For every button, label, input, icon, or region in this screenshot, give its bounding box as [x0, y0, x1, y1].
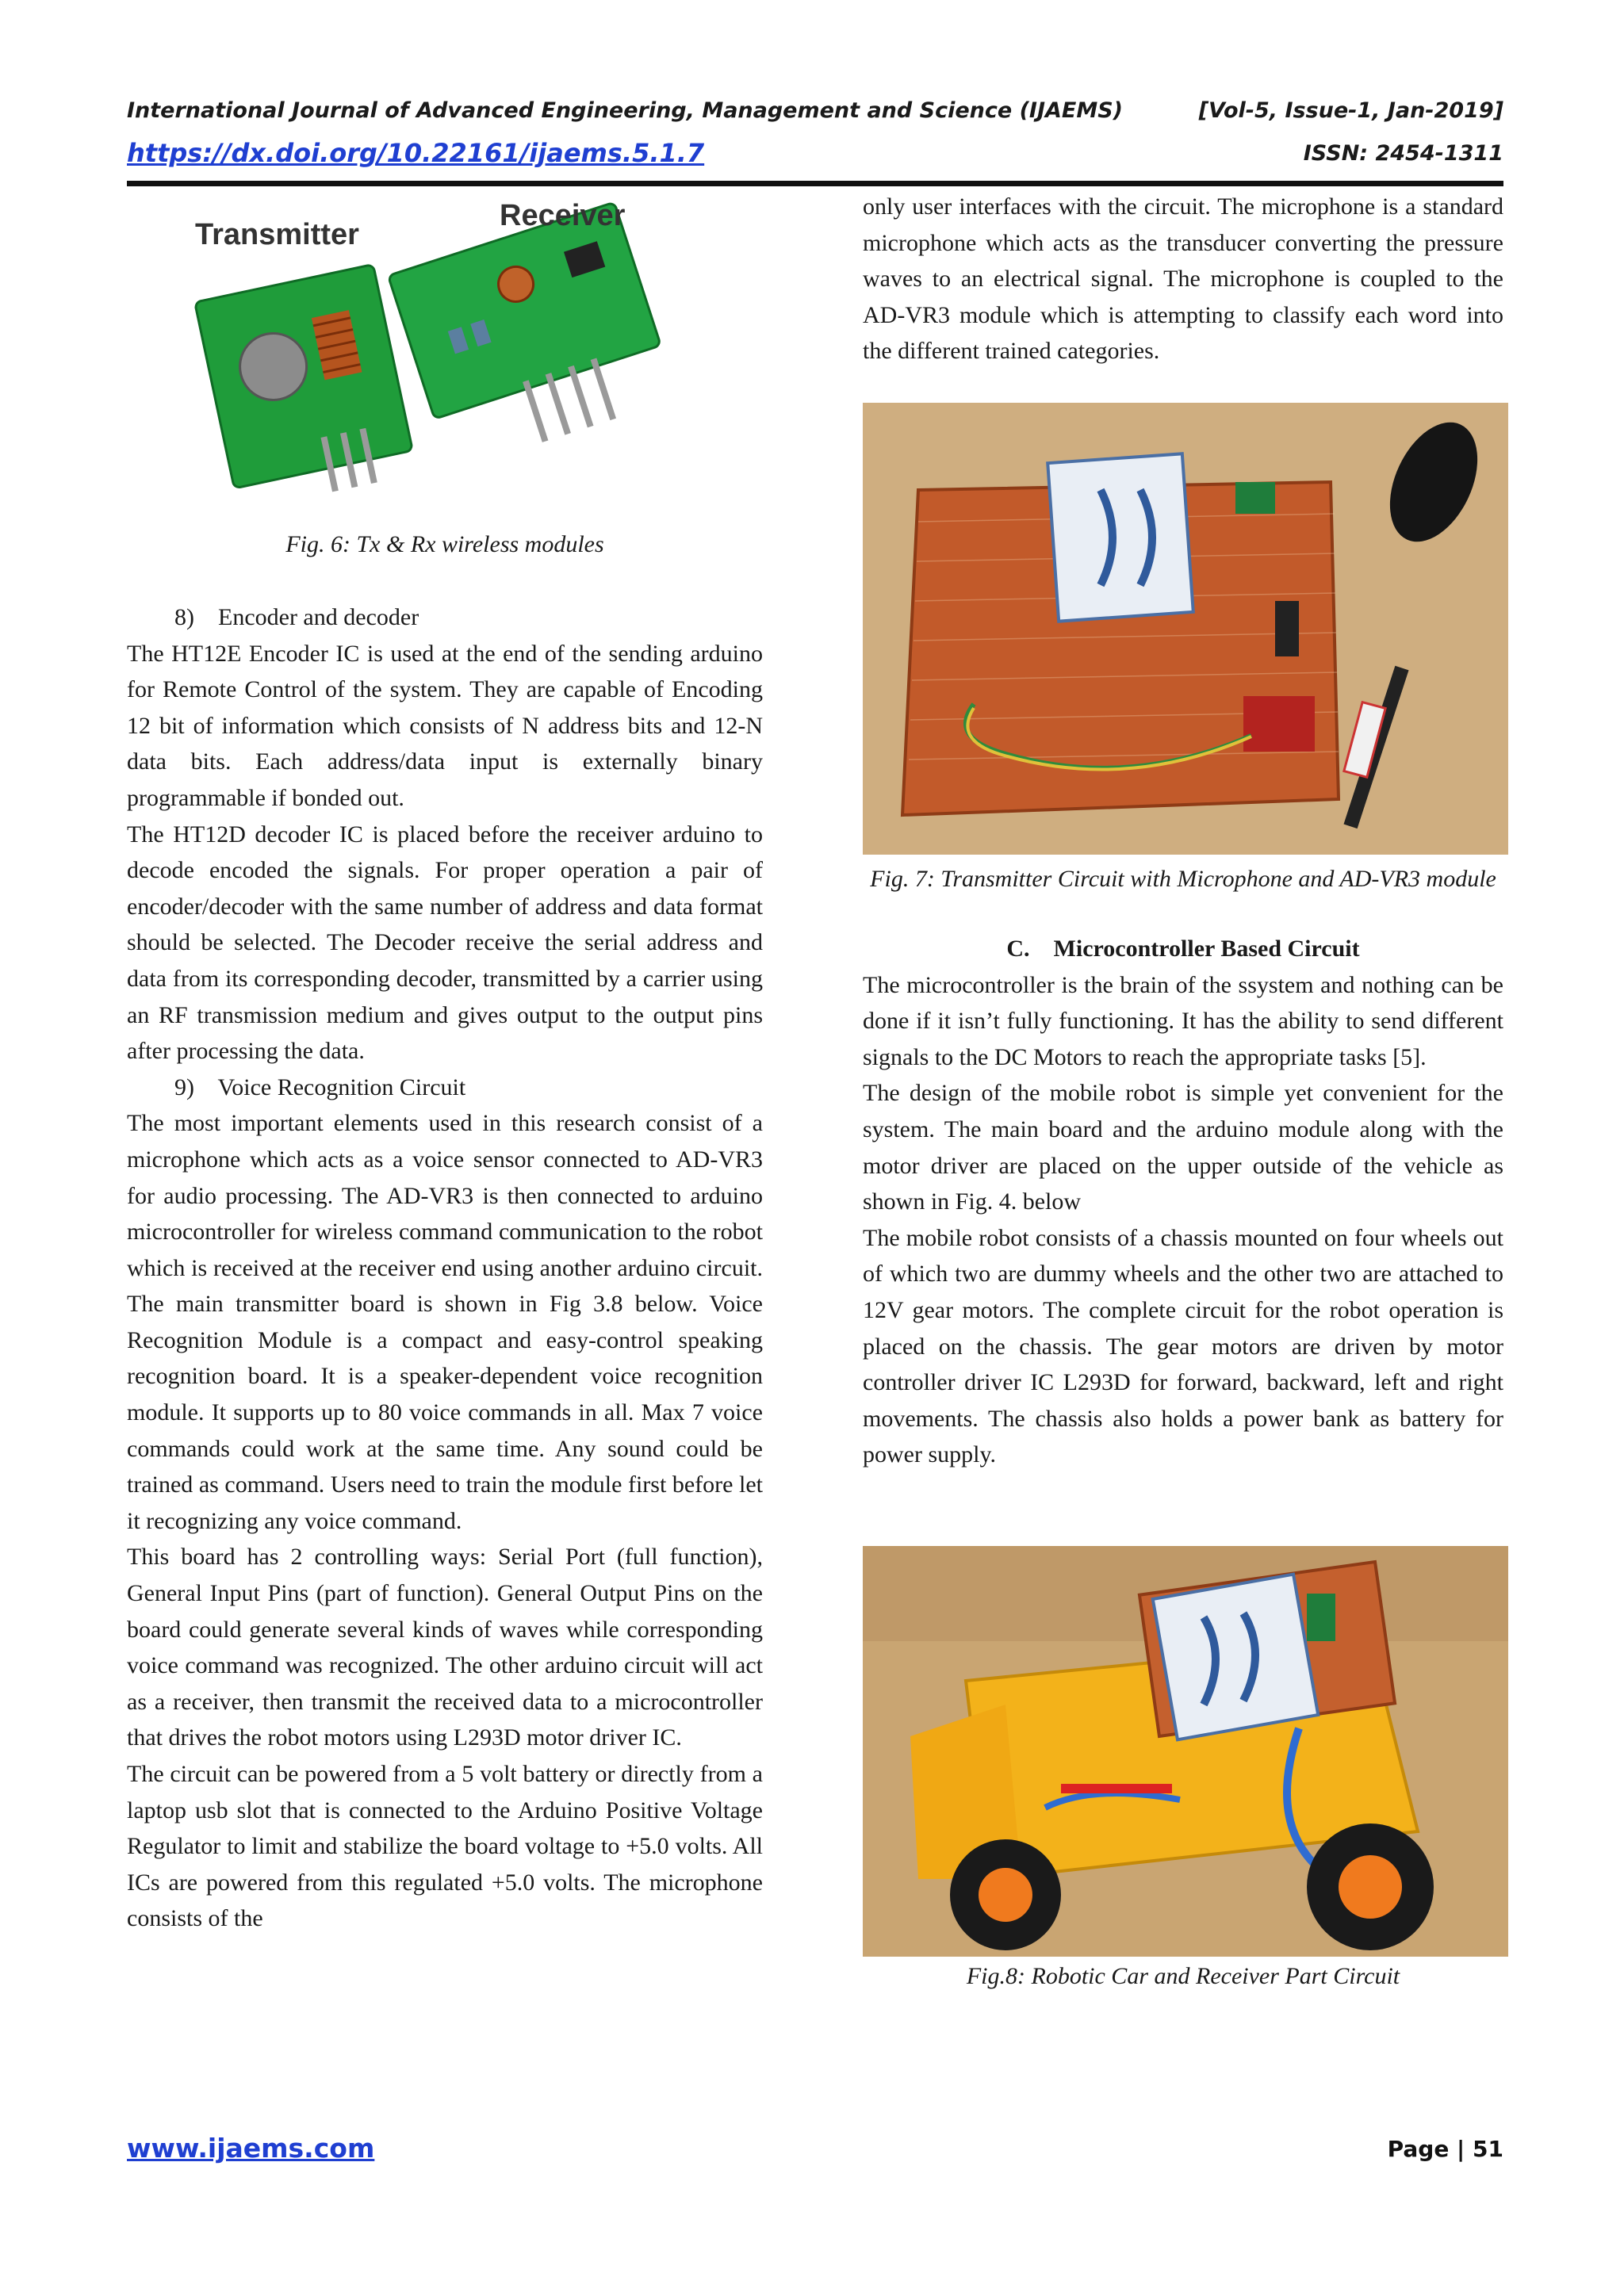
figure-caption-7: Fig. 7: Transmitter Circuit with Microphone and AD-VR3 module — [870, 866, 1496, 892]
figure-robotic-car — [863, 1546, 1508, 1957]
transmitter-circuit-photo — [863, 403, 1508, 855]
paragraph-controlling-ways: This board has 2 controlling ways: Serial Port (full function), General Input Pins (part of function). General Output Pins on the board could generate several kinds of waves while corresponding voice command was recognized. The other arduino circuit will act as a receiver, then transmit the received data to a microcontroller that drives the robot motors using L293D motor driver IC. — [127, 1544, 763, 1751]
figure-caption-8: Fig.8: Robotic Car and Receiver Part Circuit — [966, 1963, 1400, 1989]
label-transmitter: Transmitter — [195, 218, 359, 251]
paragraph-voice-recognition: The most important elements used in this research consist of a microphone which acts as a voice sensor connected to AD-VR3 for audio processing. The AD-VR3 is then connected to arduino microcontroller for wireless command communication to the robot which is received at the receiver end using another arduino circuit. The main transmitter board is shown in Fig 3.8 below. Voice Recognition Module is a compact and easy-control speaking recognition board. It is a speaker-dependent voice recognition module. It supports up to 80 voice commands in all. Max 7 voice commands could work at the same time. Any sound could be trained as command. Users need to train the module first before let it recognizing any voice command. — [127, 1110, 763, 1534]
section-heading-c: C. Microcontroller Based Circuit — [1006, 936, 1360, 962]
volume-issue: [Vol-5, Issue-1, Jan-2019] — [1198, 98, 1503, 123]
right-column-top — [863, 189, 1503, 369]
left-column — [127, 599, 763, 1937]
label-receiver: Receiver — [500, 199, 626, 232]
doi-link[interactable]: https://dx.doi.org/10.22161/ijaems.5.1.7 — [127, 138, 705, 168]
paragraph-robot-design: The design of the mobile robot is simple yet convenient for the system. The main board and the arduino module along with the motor driver are placed on the upper outside of the vehicle as shown in Fig. 4. below — [863, 1080, 1503, 1215]
paragraph-microphone: only user interfaces with the circuit. The microphone is a standard microphone which acts as the transducer converting the pressure waves to an electrical signal. The microphone is coupled to the AD-VR3 module which is attempting to classify each word into the different trained categories. — [863, 193, 1503, 365]
figure-caption-6: Fig. 6: Tx & Rx wireless modules — [285, 531, 604, 557]
issn: ISSN: 2454-1311 — [1303, 141, 1503, 166]
journal-title: International Journal of Advanced Engineering, Management and Science (IJAEMS) — [127, 98, 1124, 123]
subheading-encoder-decoder: 8) Encoder and decoder — [174, 604, 419, 630]
figure-tx-rx-modules — [187, 187, 671, 520]
paragraph-microcontroller: The microcontroller is the brain of the ssystem and nothing can be done if it isn’t fully functioning. It has the ability to send different signals to the DC Motors to reach the appropriate tasks [5]. — [863, 971, 1503, 1070]
footer-website-link[interactable]: www.ijaems.com — [127, 2133, 375, 2164]
paragraph-power: The circuit can be powered from a 5 volt battery or directly from a laptop usb slot that is connected to the Arduino Positive Voltage Regulator to limit and stabilize the board voltage to +5.0 volts. All ICs are powered from this regulated +5.0 volts. The microphone consists of the — [127, 1761, 763, 1932]
paragraph-decoder: The HT12D decoder IC is placed before the receiver arduino to decode encoded the signals. For proper operation a pair of encoder/decoder with the same number of address and data format should be selected. The Decoder receive the serial address and data from its corresponding decoder, transmitted by a carrier using an RF transmission medium and gives output to the output pins after processing the data. — [127, 821, 763, 1065]
subheading-voice-recognition: 9) Voice Recognition Circuit — [174, 1073, 466, 1100]
figure-transmitter-circuit — [863, 403, 1508, 855]
tx-rx-modules-illustration — [187, 187, 671, 520]
header-rule — [127, 181, 1503, 186]
paragraph-chassis: The mobile robot consists of a chassis mounted on four wheels out of which two are dummy wheels and the other two are attached to 12V gear motors. The complete circuit for the robot operation is placed on the chassis. The gear motors are driven by motor controller driver IC L293D for forward, backward, left and right movements. The chassis also holds a power bank as battery for power supply. — [863, 1224, 1503, 1468]
right-column-middle — [863, 931, 1503, 1473]
robotic-car-photo — [863, 1546, 1508, 1957]
page-number: Page | 51 — [1387, 2136, 1503, 2162]
paragraph-encoder: The HT12E Encoder IC is used at the end of the sending arduino for Remote Control of the system. They are capable of Encoding 12 bit of information which consists of N address bits and 12-N data bits. Each address/data input is externally binary programmable if bonded out. — [127, 640, 763, 811]
